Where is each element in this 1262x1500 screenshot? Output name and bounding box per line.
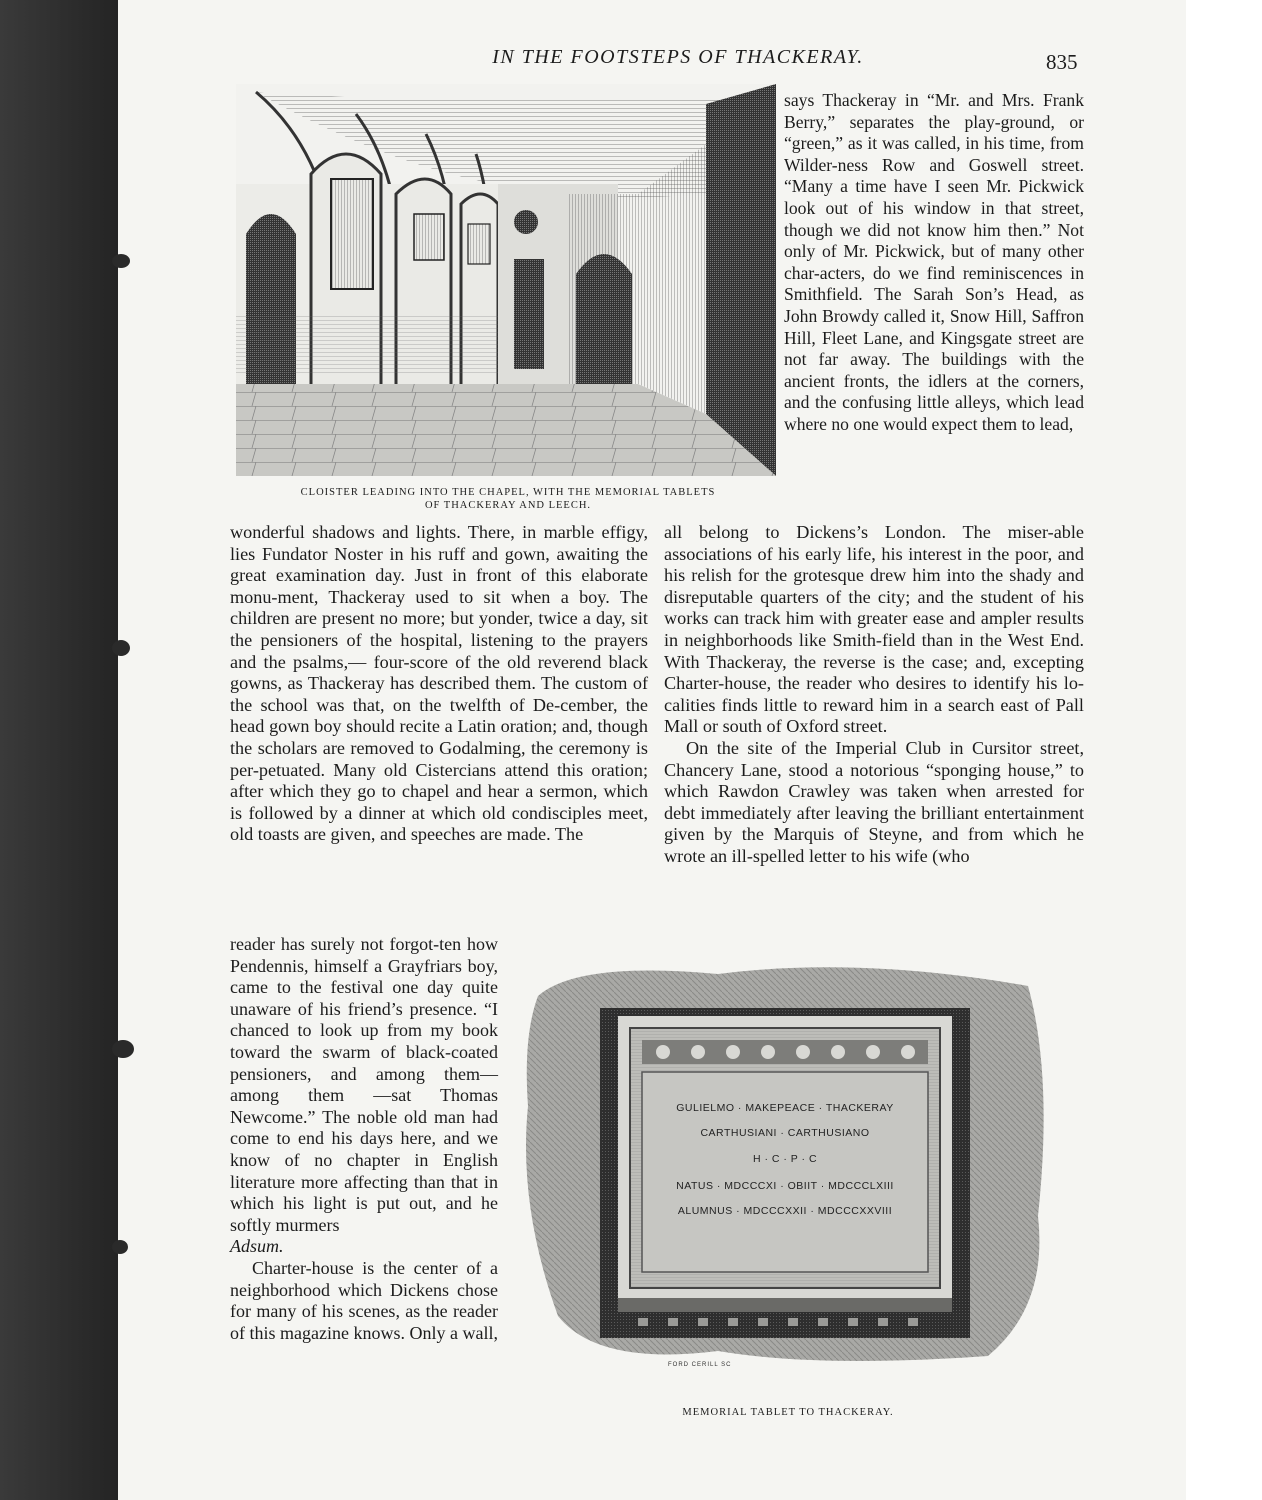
inscription-line-2: CARTHUSIANI · CARTHUSIANO: [700, 1127, 870, 1139]
left-narrow-text: reader has surely not forgot-ten how Pendennis, himself a Grayfriars boy, came to the festival one day quite unaware of his friend’s presence. “I chanced to look up from my book toward the swarm of black-coated pensioners, and among them—among them —sat Thomas Newcome.” The noble old man had come to end his days here, and we know of no chapter in English literature more affecting than that in which his light is put out, and he softly murmers: [230, 934, 498, 1235]
scan-background-left: [0, 0, 118, 1500]
cloister-caption-line2: OF THACKERAY AND LEECH.: [424, 500, 592, 511]
book-page: [118, 0, 1186, 1500]
inscription-line-4: NATUS · MDCCCXI · OBIIT · MDCCCLXIII: [676, 1180, 894, 1192]
engraver-credit: FORD CERILL SC: [668, 1362, 732, 1368]
cloister-engraving-icon: [236, 84, 776, 476]
scan-background-right: [1186, 0, 1262, 1500]
right-top-column: [784, 90, 1084, 436]
tablet-caption: MEMORIAL TABLET TO THACKERAY.: [682, 1407, 894, 1418]
cloister-engraving-figure: [236, 84, 776, 476]
right-main-paragraph-1: all belong to Dickens’s London. The miser-able associations of his early life, his interest in the poor, and his relish for the grotesque drew him into the shady and disreputable quarters of the city; and the student of his works can track him with greater ease and ampler results in neighborhoods like Smith-field than in the West End. With Thackeray, the reverse is the case; and, excepting Charter-house, the reader who desires to identify his lo-calities finds little to reward him in a search east of Pall Mall or south of Oxford street.: [664, 522, 1084, 737]
left-narrow-paragraph-2: Charter-house is the center of a neighborhood which Dickens chose for many of his scenes, as the reader of this magazine knows. Only a wall,: [230, 1257, 498, 1343]
right-top-paragraph: says Thackeray in “Mr. and Mrs. Frank Berry,” separates the play-ground, or “green,” as it was called, in his time, from Wilder-ness Row and Goswell street. “Many a time have I seen Mr. Pickwick look out of his window in that street, though we did not know him then.” Not only of Mr. Pickwick, but of many other char-acters, do we find reminiscences in Smithfield. The Sarah Son’s Head, as John Browdy called it, Snow Hill, Saffron Hill, Fleet Lane, and Kingsgate street are not far away. The buildings with the ancient fronts, the idlers at the corners, and the confusing little alleys, which lead where no one would expect them to lead,: [784, 90, 1084, 434]
right-main-paragraph-2: On the site of the Imperial Club in Cursitor street, Chancery Lane, stood a notorious “sponging house,” to which Rawdon Crawley was taken when arrested for debt immediately after leaving the brilliant entertainment given by the Marquis of Steyne, and from which he wrote an ill-spelled letter to his wife (who: [664, 737, 1084, 866]
left-main-paragraph: wonderful shadows and lights. There, in marble effigy, lies Fundator Noster in his ruff and gown, awaiting the great examination day. Just in front of this elaborate monu-ment, Thackeray used to sit when a boy. The children are present no more; but yonder, twice a day, sit the pensioners of the hospital, listening to the prayers and the psalms,— four-score of the old reverend black gowns, as Thackeray has described them. The custom of the school was that, on the twelfth of De-cember, the head gown boy should recite a Latin oration; and, though the scholars are removed to Godalming, the ceremony is per-petuated. Many old Cistercians attend this oration; after which they go to chapel and hear a sermon, which is followed by a dinner at which old condisciples meet, old toasts are given, and speeches are made. The: [230, 522, 648, 845]
running-head: IN THE FOOTSTEPS OF THACKERAY.: [492, 46, 864, 68]
binding-hole: [112, 1040, 134, 1058]
right-main-column: [664, 522, 1084, 868]
left-narrow-column: [230, 934, 498, 1344]
page-number: 835: [1046, 50, 1078, 74]
adsum-italic: Adsum.: [230, 1236, 284, 1257]
binding-hole: [112, 1240, 128, 1254]
inscription-line-1: GULIELMO · MAKEPEACE · THACKERAY: [676, 1102, 894, 1114]
left-narrow-paragraph-1: [230, 934, 498, 1258]
binding-hole: [112, 640, 130, 656]
left-main-column: [230, 522, 648, 846]
inscription-line-5: ALUMNUS · MDCCCXXII · MDCCCXXVIII: [677, 1205, 893, 1217]
tablet-engraving-figure: [518, 956, 1058, 1376]
inscription-line-3: H · C · P · C: [752, 1153, 818, 1165]
binding-hole: [112, 254, 130, 268]
cloister-caption-line1: CLOISTER LEADING INTO THE CHAPEL, WITH THE MEMORIAL TABLETS: [300, 487, 716, 498]
cloister-caption: [218, 486, 798, 512]
memorial-tablet-engraving-icon: [518, 956, 1058, 1376]
